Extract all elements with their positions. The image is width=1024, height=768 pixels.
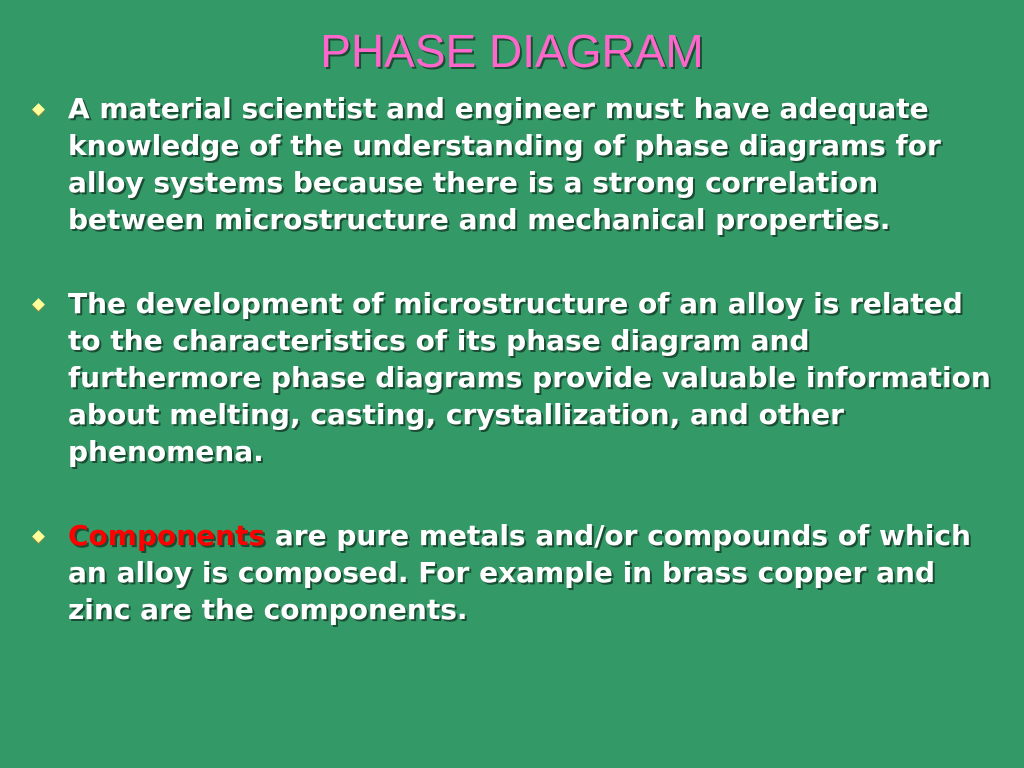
highlighted-term: Components bbox=[68, 519, 266, 552]
bullet-text: A material scientist and engineer must have adequate knowledge of the understanding of phase diagrams for alloy systems because there is a strong correlation between microstructure and mechanical properties. bbox=[68, 92, 941, 236]
bullet-text: are pure metals and/or compounds of which an alloy is composed. For example in brass copper and zinc are the components. bbox=[68, 519, 971, 626]
diamond-bullet-icon bbox=[32, 530, 45, 543]
bullet-item bbox=[26, 90, 1001, 238]
bullet-item bbox=[26, 285, 1001, 470]
diamond-bullet-icon bbox=[32, 103, 45, 116]
bullet-text: The development of microstructure of an alloy is related to the characteristics of its phase diagram and furthermore phase diagrams provide valuable information about melting, casting, crystallization, and other phenomena. bbox=[68, 287, 991, 468]
bullet-list bbox=[26, 90, 1001, 628]
slide-title: PHASE DIAGRAM bbox=[320, 25, 704, 77]
bullet-item bbox=[26, 517, 1001, 628]
diamond-bullet-icon bbox=[32, 298, 45, 311]
